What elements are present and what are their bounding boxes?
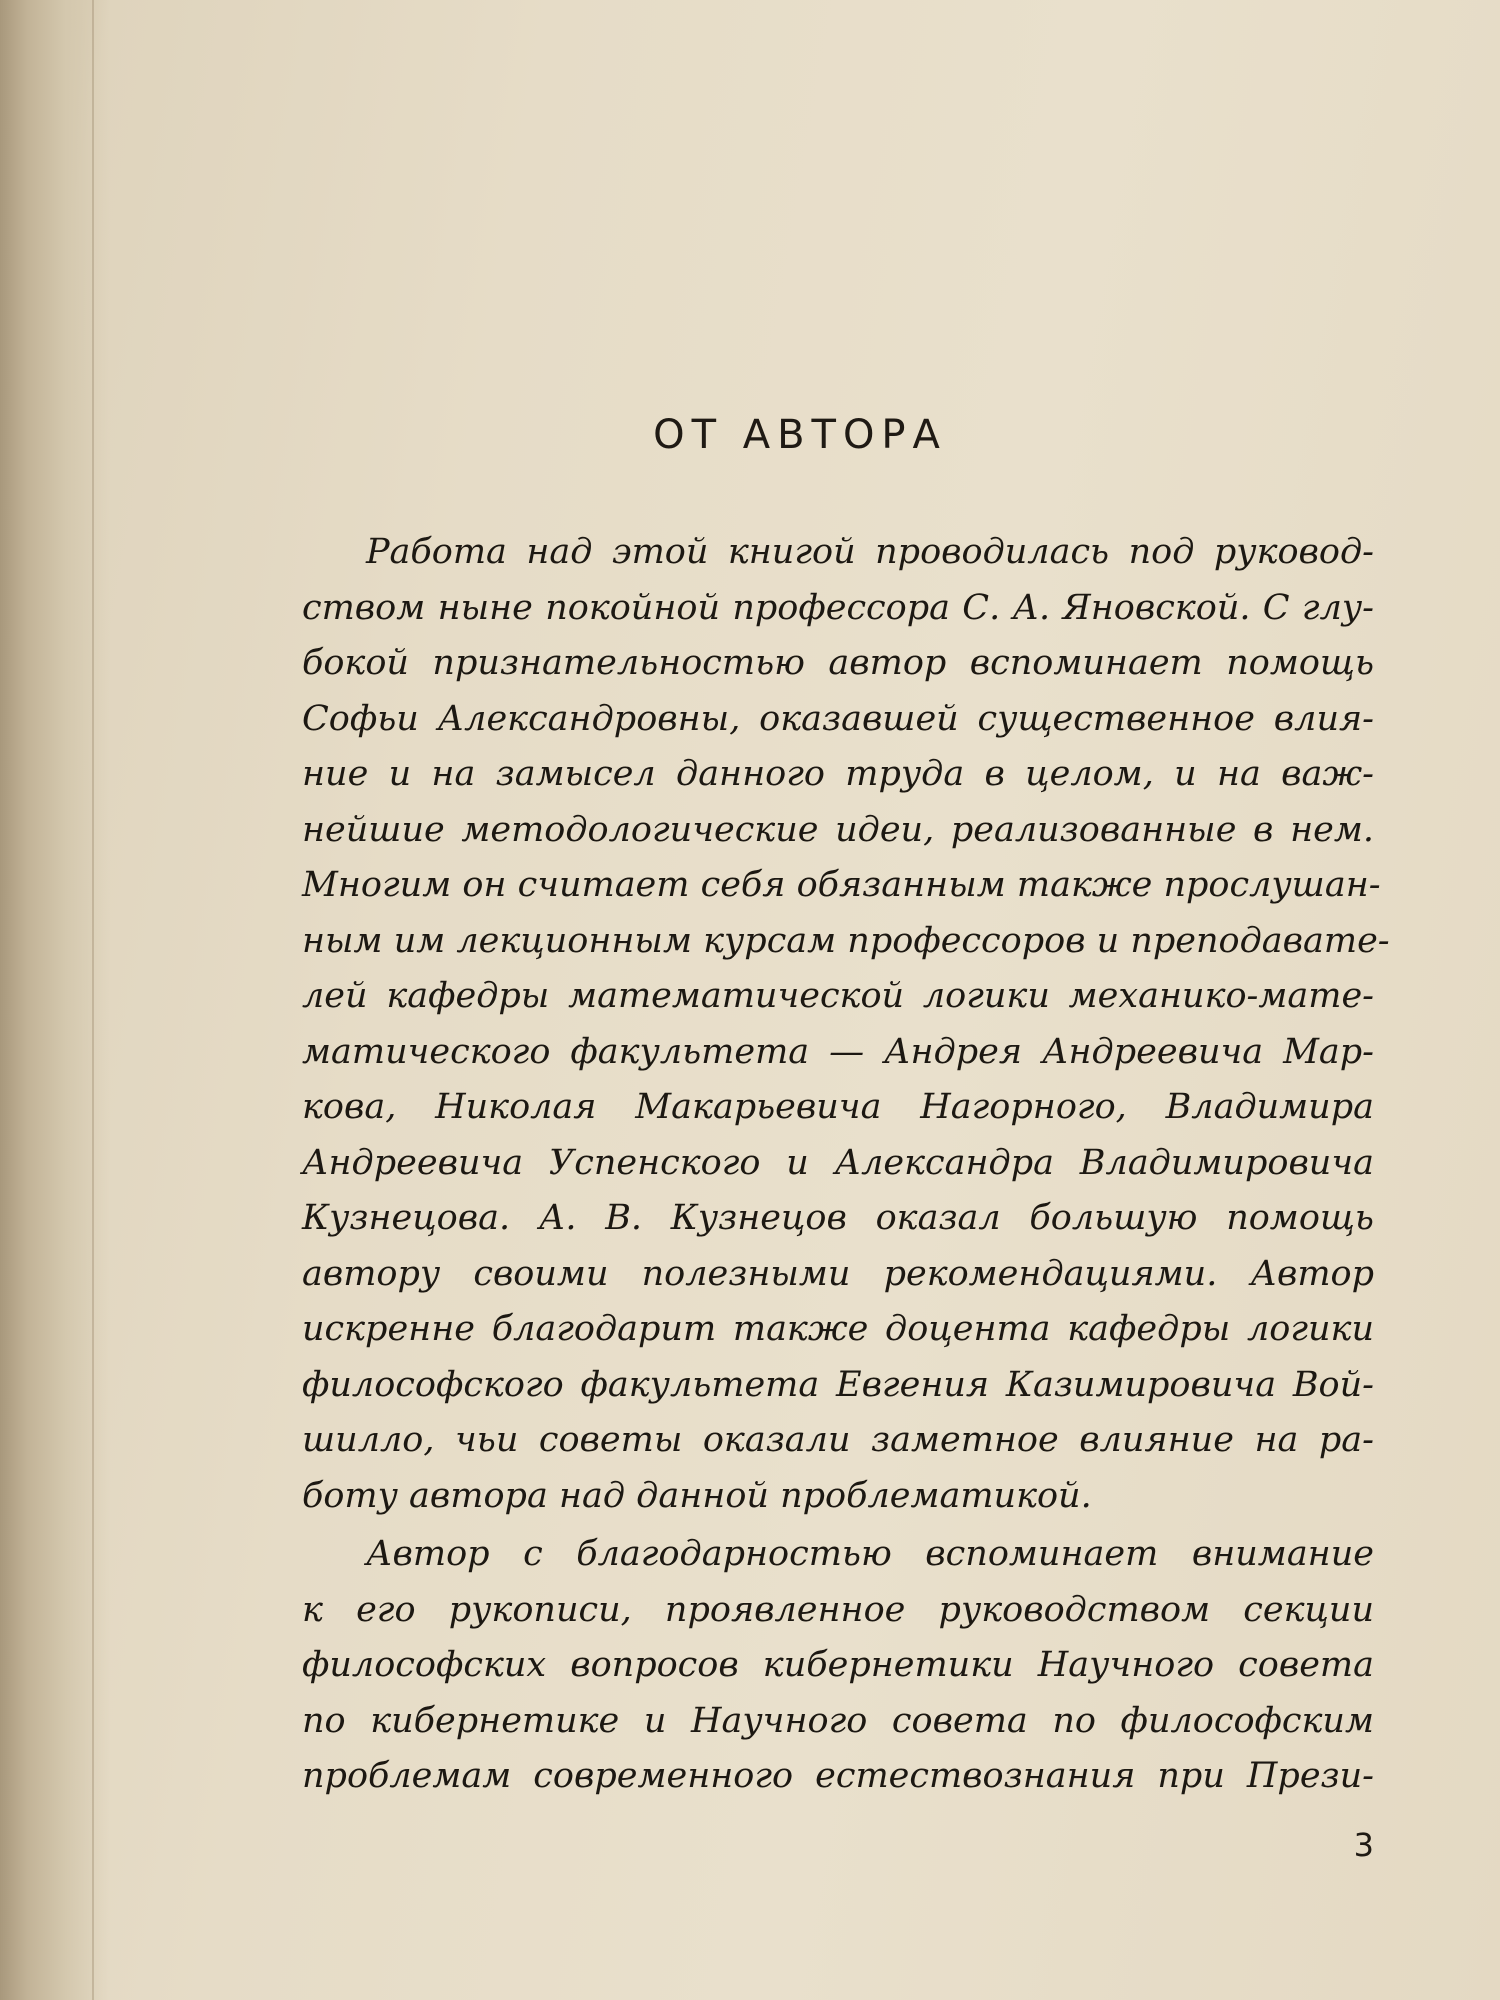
- text-line: боту автора над данной проблематикой.: [302, 1475, 1092, 1516]
- text-line: проблемам современного естествознания при Прези-: [302, 1756, 1374, 1796]
- text-line: Автор с благодарностью вспоминает внимание: [366, 1534, 1374, 1574]
- text-line: Кузнецова. А. В. Кузнецов оказал большую помощь: [302, 1198, 1374, 1238]
- text-line: по кибернетике и Научного совета по философским: [302, 1700, 1374, 1741]
- text-line: лей кафедры математической логики механико-мате-: [302, 976, 1374, 1016]
- text-line: ством ныне покойной профессора С. А. Яновской. С глу-: [302, 587, 1374, 628]
- text-line: автору своими полезными рекомендациями. Автор: [302, 1253, 1374, 1294]
- text-line: философского факультета Евгения Казимировича Вой-: [302, 1364, 1374, 1405]
- paragraph-2: [302, 1527, 1374, 1805]
- text-line: философских вопросов кибернетики Научного совета: [302, 1645, 1374, 1685]
- text-line: Софьи Александровны, оказавшей существенное влия-: [302, 698, 1374, 739]
- text-line: бокой признательностью автор вспоминает помощь: [302, 643, 1374, 683]
- text-line: Многим он считает себя обязанным также прослушан-: [302, 865, 1381, 905]
- text-line: нейшие методологические идеи, реализованные в нем.: [302, 809, 1374, 850]
- text-line: к его рукописи, проявленное руководством секции: [302, 1589, 1374, 1630]
- text-line: шилло, чьи советы оказали заметное влияние на ра-: [302, 1420, 1374, 1460]
- body-text: [302, 525, 1390, 1805]
- text-line: искренне благодарит также доцента кафедры логики: [302, 1309, 1374, 1349]
- text-line: Андреевича Успенского и Александра Владимировича: [302, 1142, 1374, 1183]
- text-line: ным им лекционным курсам профессоров и преподавате-: [302, 920, 1390, 961]
- text-line: кова, Николая Макарьевича Нагорного, Владимира: [302, 1087, 1374, 1127]
- page-heading: ОТ АВТОРА: [653, 412, 947, 458]
- spine-edge: [92, 0, 94, 2000]
- paragraph-1: [302, 525, 1390, 1524]
- text-line: Работа над этой книгой проводилась под руковод-: [366, 532, 1374, 572]
- text-line: ние и на замысел данного труда в целом, и на важ-: [302, 754, 1374, 794]
- page-number: 3: [1353, 1826, 1374, 1864]
- text-line: матического факультета — Андрея Андреевича Мар-: [302, 1031, 1374, 1072]
